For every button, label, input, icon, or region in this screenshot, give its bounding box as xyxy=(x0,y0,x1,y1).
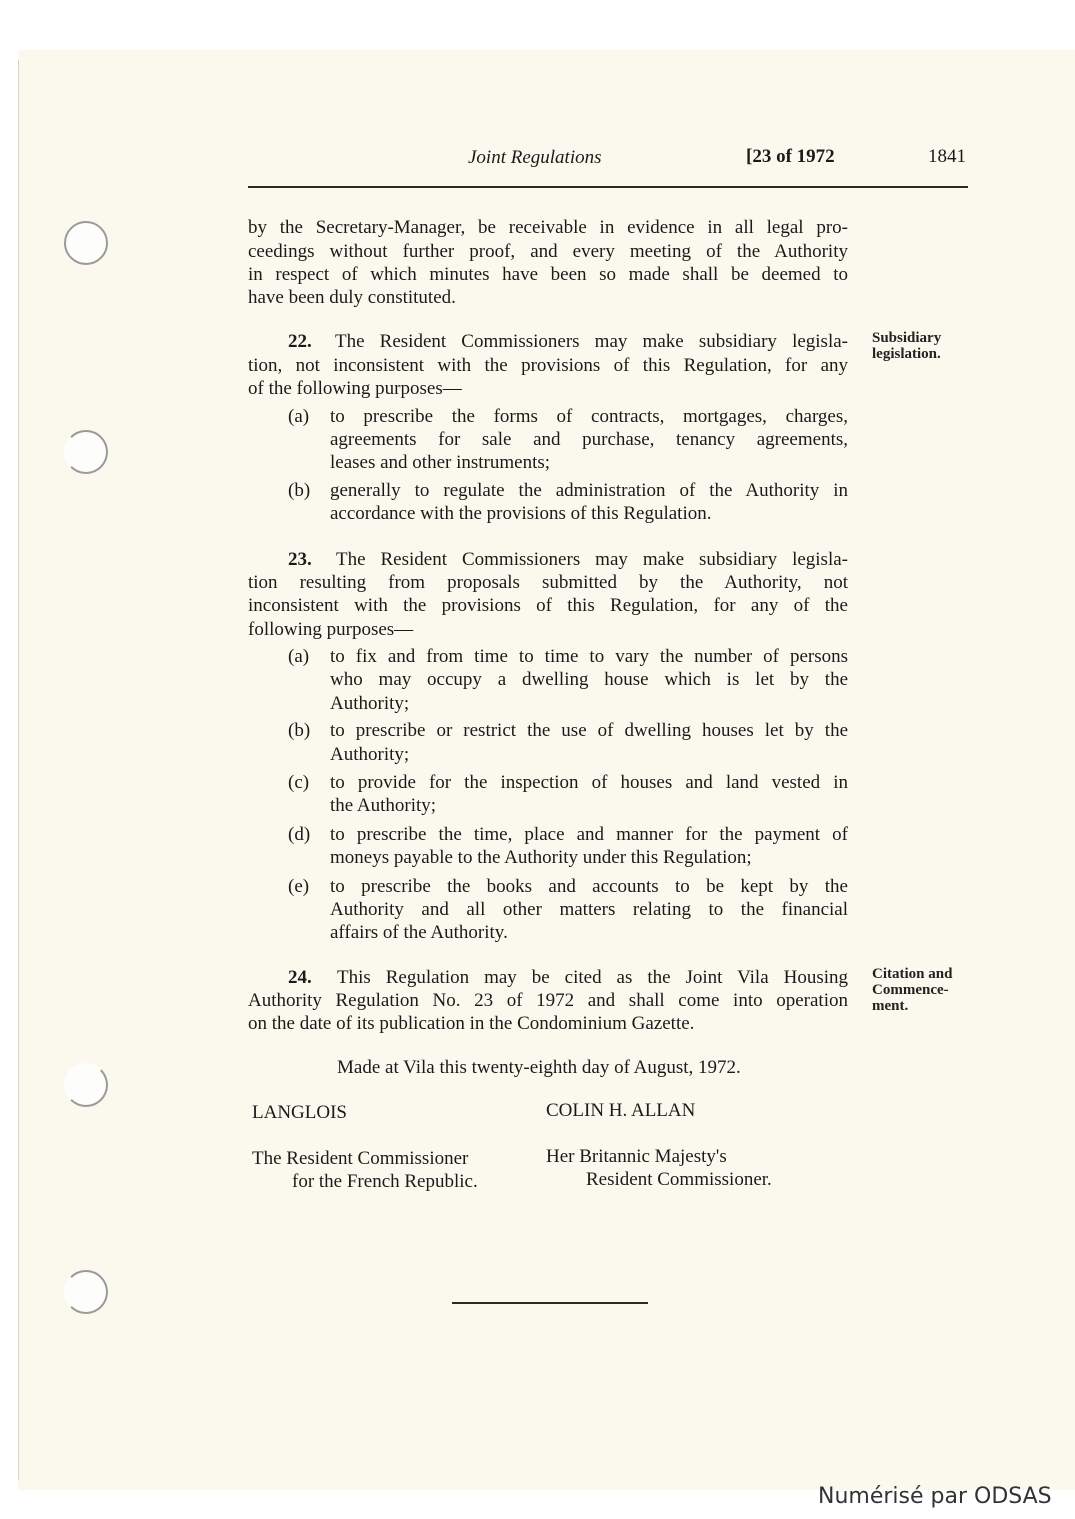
text-line: affairs of the Authority. xyxy=(330,922,508,943)
text-line: ceedings without further proof, and every meeting of the Authority xyxy=(248,241,848,262)
item-label: (b) xyxy=(288,720,311,741)
signatory-right-title: Resident Commissioner. xyxy=(586,1169,772,1190)
margin-note-line: Commence- xyxy=(872,982,949,998)
margin-note-line: Citation and xyxy=(872,966,953,982)
punch-hole xyxy=(64,1270,108,1314)
margin-note-line: legislation. xyxy=(872,346,941,362)
item-label: (e) xyxy=(288,876,310,897)
item-label: (c) xyxy=(288,772,310,793)
margin-note-line: Subsidiary xyxy=(872,330,942,346)
running-header-title: Joint Regulations xyxy=(468,147,602,168)
text-line: The Resident Commissioners may make subsidiary legisla- xyxy=(336,549,848,570)
text-line: Authority; xyxy=(330,744,410,765)
page-number: 1841 xyxy=(928,146,966,167)
text-line: have been duly constituted. xyxy=(248,287,456,308)
section-24-number: 24. xyxy=(288,967,312,988)
text-line: tion, not inconsistent with the provisions of this Regulation, for any xyxy=(248,355,848,376)
margin-note-subsidiary xyxy=(872,330,941,362)
text-line: The Resident Commissioners may make subsidiary legisla- xyxy=(335,331,848,352)
text-line: of the following purposes— xyxy=(248,378,462,399)
text-line: to prescribe or restrict the use of dwelling houses let by the xyxy=(330,720,848,741)
text-line: leases and other instruments; xyxy=(330,452,551,473)
signatory-left-title: for the French Republic. xyxy=(292,1171,478,1192)
header-rule xyxy=(248,186,968,188)
punch-hole xyxy=(64,430,108,474)
text-line: to prescribe the time, place and manner for the payment of xyxy=(330,824,848,845)
text-line: to prescribe the books and accounts to be kept by the xyxy=(330,876,848,897)
text-line: inconsistent with the provisions of this Regulation, for any of the xyxy=(248,595,848,616)
text-line: moneys payable to the Authority under this Regulation; xyxy=(330,847,752,868)
text-line: to fix and from time to time to vary the number of persons xyxy=(330,646,848,667)
section-number xyxy=(288,548,312,571)
signatory-right-title: Her Britannic Majesty's xyxy=(546,1146,727,1167)
signatory-right-name: COLIN H. ALLAN xyxy=(546,1100,696,1121)
signatory-left-title: The Resident Commissioner xyxy=(252,1148,469,1169)
text-line: to prescribe the forms of contracts, mortgages, charges, xyxy=(330,406,848,427)
section-number xyxy=(288,330,312,353)
text-line: to provide for the inspection of houses and land vested in xyxy=(330,772,848,793)
text-line: generally to regulate the administration of the Authority in xyxy=(330,480,848,501)
text-line: who may occupy a dwelling house which is let by the xyxy=(330,669,848,690)
running-header-regulation: [23 of 1972 xyxy=(746,146,835,167)
made-at-line: Made at Vila this twenty-eighth day of August, 1972. xyxy=(337,1057,741,1078)
text-line: tion resulting from proposals submitted by the Authority, not xyxy=(248,572,848,593)
item-label: (a) xyxy=(288,646,310,667)
section-23-number: 23. xyxy=(288,549,312,570)
text-line: on the date of its publication in the Condominium Gazette. xyxy=(248,1013,695,1034)
section-number xyxy=(288,966,312,989)
text-line: in respect of which minutes have been so made shall be deemed to xyxy=(248,264,848,285)
section-22-number: 22. xyxy=(288,331,312,352)
text-line: Authority and all other matters relating to the financial xyxy=(330,899,848,920)
signatory-left-name: LANGLOIS xyxy=(252,1102,347,1123)
item-label: (b) xyxy=(288,480,311,501)
text-line: the Authority; xyxy=(330,795,437,816)
text-line: agreements for sale and purchase, tenancy agreements, xyxy=(330,429,848,450)
text-line: by the Secretary-Manager, be receivable in evidence in all legal pro- xyxy=(248,217,848,238)
text-line: This Regulation may be cited as the Joint Vila Housing xyxy=(337,967,848,988)
text-line: accordance with the provisions of this Regulation. xyxy=(330,503,712,524)
text-line: following purposes— xyxy=(248,619,414,640)
end-rule xyxy=(452,1302,648,1304)
punch-hole xyxy=(64,221,108,265)
scan-credit: Numérisé par ODSAS xyxy=(818,1484,1052,1509)
text-line: Authority; xyxy=(330,693,410,714)
text-line: Authority Regulation No. 23 of 1972 and shall come into operation xyxy=(248,990,848,1011)
margin-note-citation xyxy=(872,966,952,1014)
item-label: (a) xyxy=(288,406,310,427)
item-label: (d) xyxy=(288,824,311,845)
punch-hole xyxy=(64,1063,108,1107)
margin-note-line: ment. xyxy=(872,998,909,1014)
page-edge xyxy=(18,60,19,1480)
